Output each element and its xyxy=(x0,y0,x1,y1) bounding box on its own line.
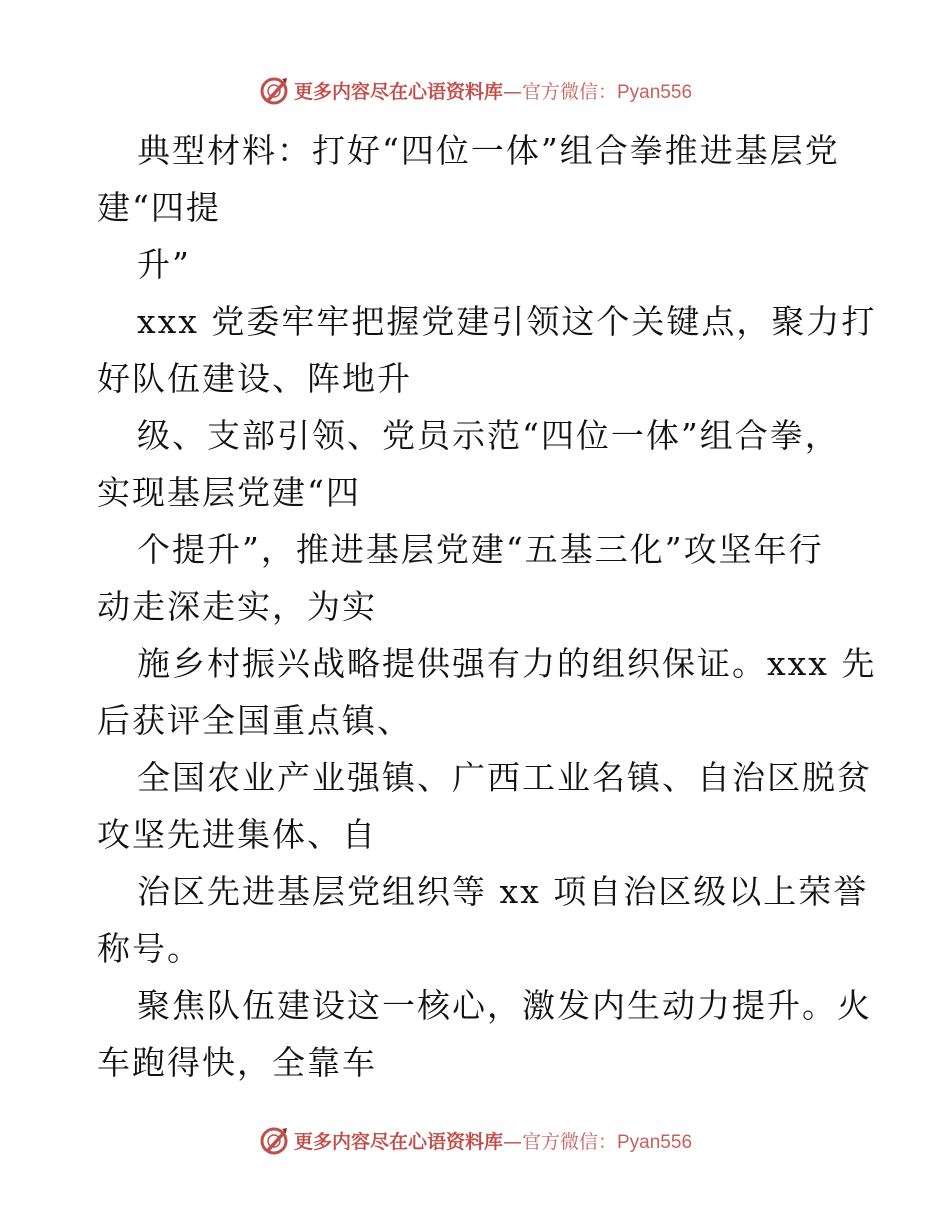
text-line: 攻坚先进集体、自 xyxy=(97,815,377,854)
text-line: 车跑得快，全靠车 xyxy=(97,1043,377,1082)
document-body xyxy=(97,122,877,1091)
watermark-main-text: 更多内容尽在心语资料库 xyxy=(293,80,503,103)
pen-nib-logo-icon xyxy=(258,74,290,106)
text-line: 建“四提 xyxy=(97,188,221,227)
text-line: 升” xyxy=(137,245,191,284)
text-line: 后获评全国重点镇、 xyxy=(97,701,412,740)
text-line: 全国农业产业强镇、广西工业名镇、自治区脱贫 xyxy=(137,758,872,797)
text-line: 称号。 xyxy=(97,929,202,968)
watermark-official-label: 官方微信： xyxy=(521,80,617,103)
text-line: 聚焦队伍建设这一核心，激发内生动力提升。火 xyxy=(137,986,872,1025)
watermark-text xyxy=(294,77,692,104)
text-line: 个提升”，推进基层党建“五基三化”攻坚年行 xyxy=(137,530,824,569)
text-line: 级、支部引领、党员示范“四位一体”组合拳， xyxy=(137,416,840,455)
text-line: 施乡村振兴战略提供强有力的组织保证。xxx 先 xyxy=(137,644,877,683)
watermark-dash: — xyxy=(502,1130,522,1153)
text-line: 治区先进基层党组织等 xx 项自治区级以上荣誉 xyxy=(137,872,869,911)
watermark-text xyxy=(294,1127,692,1154)
watermark-main-text: 更多内容尽在心语资料库 xyxy=(293,1130,503,1153)
header-watermark xyxy=(0,70,950,110)
watermark-wechat-id: Pyan556 xyxy=(617,81,693,103)
text-line: 典型材料：打好“四位一体”组合拳推进基层党 xyxy=(137,131,840,170)
watermark-wechat-id: Pyan556 xyxy=(617,1131,693,1153)
footer-watermark xyxy=(0,1120,950,1160)
text-line: 好队伍建设、阵地升 xyxy=(97,359,412,398)
watermark-official-label: 官方微信： xyxy=(521,1130,617,1153)
text-line: 动走深走实，为实 xyxy=(97,587,377,626)
pen-nib-logo-icon xyxy=(258,1124,290,1156)
text-line: 实现基层党建“四 xyxy=(97,473,361,512)
text-line: xxx 党委牢牢把握党建引领这个关键点，聚力打 xyxy=(137,302,877,341)
watermark-dash: — xyxy=(502,80,522,103)
